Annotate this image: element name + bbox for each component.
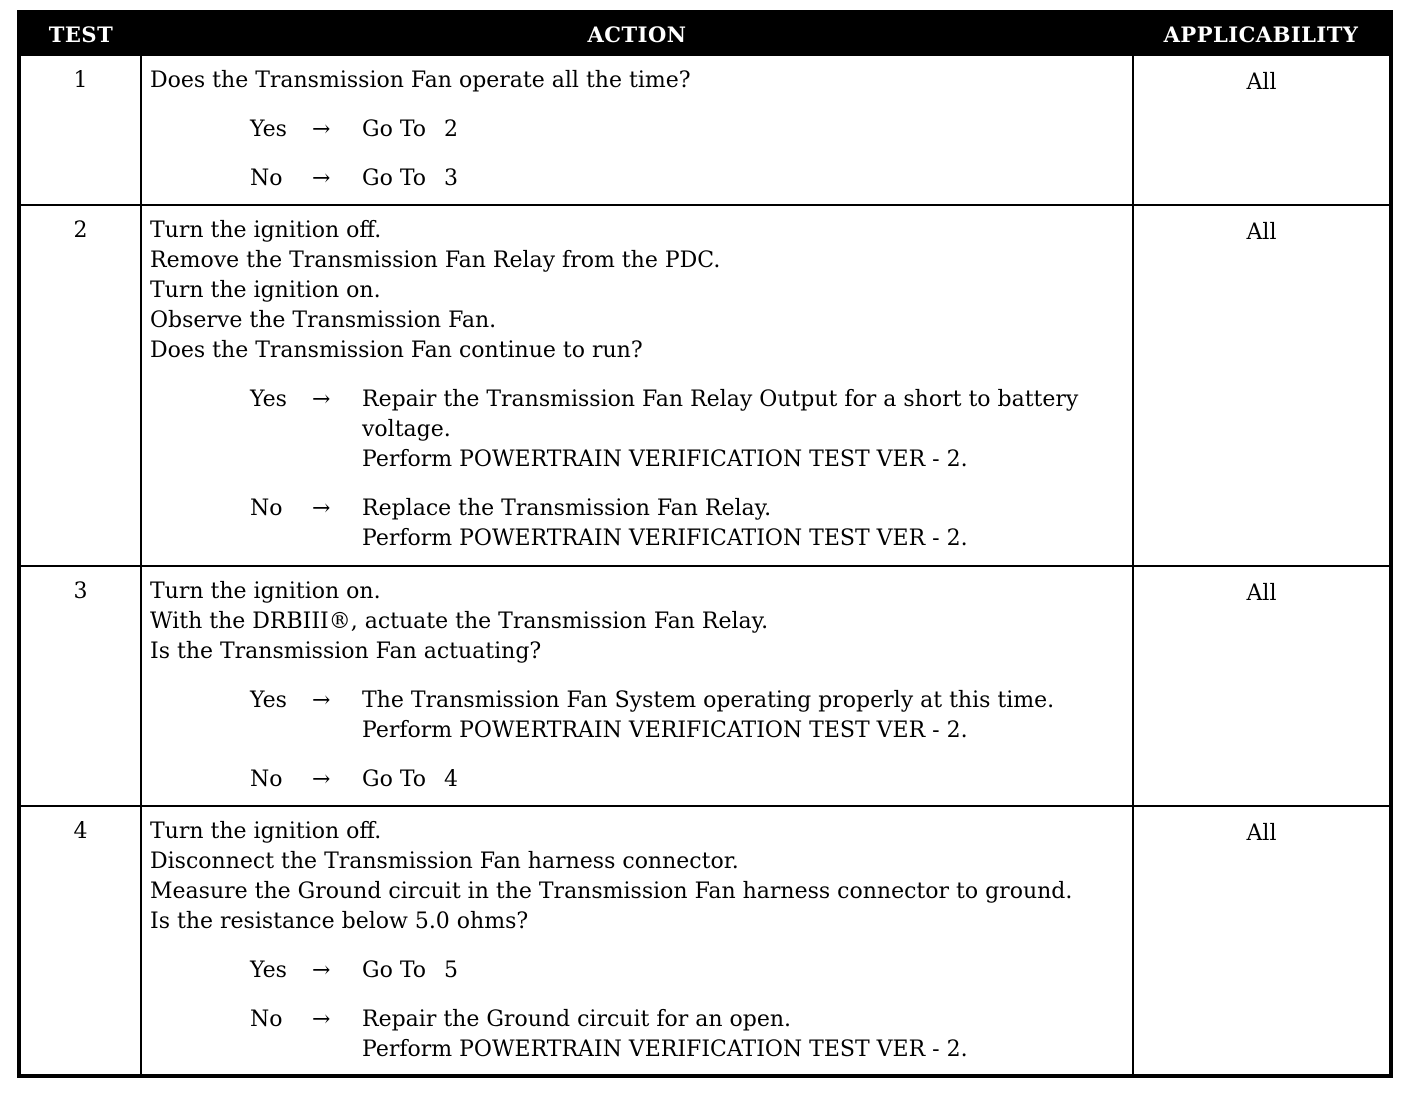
no-branch [150,164,1128,194]
action-step: Remove the Transmission Fan Relay from the PDC. [150,248,721,273]
branch-text: Perform POWERTRAIN VERIFICATION TEST VER - 2. [362,1037,968,1062]
arrow-icon: → [312,117,331,142]
arrow-icon: → [312,767,331,792]
arrow-icon: → [312,958,331,983]
applicability-value: All [1133,205,1391,566]
applicability-value: All [1133,806,1391,1076]
test-number: 3 [19,566,141,806]
test-number: 1 [19,55,141,205]
branch-text: Perform POWERTRAIN VERIFICATION TEST VER - 2. [362,526,968,551]
action-cell [141,806,1133,1076]
action-step: Is the Transmission Fan actuating? [150,639,542,664]
yes-branch [150,686,1128,746]
branch-text: Perform POWERTRAIN VERIFICATION TEST VER - 2. [362,718,968,743]
action-step: Turn the ignition off. [150,819,382,844]
table-row [19,566,1391,806]
arrow-icon: → [312,496,331,521]
branch-label: Yes [250,117,287,142]
branch-label: No [250,166,283,191]
action-step: With the DRBIII®, actuate the Transmission Fan Relay. [150,609,769,634]
goto-text: Go To [362,767,427,792]
action-cell [141,205,1133,566]
arrow-icon: → [312,387,331,412]
goto-number: 5 [444,958,459,983]
applicability-value: All [1133,566,1391,806]
action-step: Does the Transmission Fan operate all the time? [150,68,691,93]
yes-branch [150,956,1128,986]
action-step: Turn the ignition on. [150,579,381,604]
action-step: Disconnect the Transmission Fan harness connector. [150,849,739,874]
action-step: Turn the ignition on. [150,278,381,303]
arrow-icon: → [312,166,331,191]
goto-text: Go To [362,958,427,983]
goto-text: Go To [362,166,427,191]
action-step: Is the resistance below 5.0 ohms? [150,909,529,934]
branch-text: voltage. [362,417,451,442]
action-cell [141,566,1133,806]
test-number: 4 [19,806,141,1076]
header-applicability: APPLICABILITY [1133,12,1391,55]
branch-text: The Transmission Fan System operating properly at this time. [362,688,1055,713]
action-step: Turn the ignition off. [150,218,382,243]
diagnostic-test-table [17,10,1393,1078]
action-cell [141,55,1133,205]
header-row [19,12,1391,55]
action-step: Does the Transmission Fan continue to run? [150,338,643,363]
branch-label: Yes [250,688,287,713]
yes-branch [150,385,1128,475]
goto-number: 2 [444,117,459,142]
table-row [19,205,1391,566]
branch-text: Repair the Ground circuit for an open. [362,1007,792,1032]
no-branch [150,765,1128,795]
table-row [19,806,1391,1076]
no-branch [150,1005,1128,1065]
test-number: 2 [19,205,141,566]
applicability-value: All [1133,55,1391,205]
header-action: ACTION [141,12,1133,55]
branch-label: Yes [250,958,287,983]
branch-label: No [250,1007,283,1032]
arrow-icon: → [312,688,331,713]
action-step: Observe the Transmission Fan. [150,308,497,333]
table-row [19,55,1391,205]
action-step: Measure the Ground circuit in the Transmission Fan harness connector to ground. [150,879,1073,904]
branch-text: Repair the Transmission Fan Relay Output for a short to battery [362,387,1079,412]
yes-branch [150,115,1128,145]
branch-label: No [250,496,283,521]
branch-text: Replace the Transmission Fan Relay. [362,496,772,521]
arrow-icon: → [312,1007,331,1032]
branch-label: No [250,767,283,792]
branch-label: Yes [250,387,287,412]
header-test: TEST [19,12,141,55]
goto-number: 4 [444,767,459,792]
goto-text: Go To [362,117,427,142]
branch-text: Perform POWERTRAIN VERIFICATION TEST VER - 2. [362,447,968,472]
goto-number: 3 [444,166,459,191]
no-branch [150,494,1128,554]
